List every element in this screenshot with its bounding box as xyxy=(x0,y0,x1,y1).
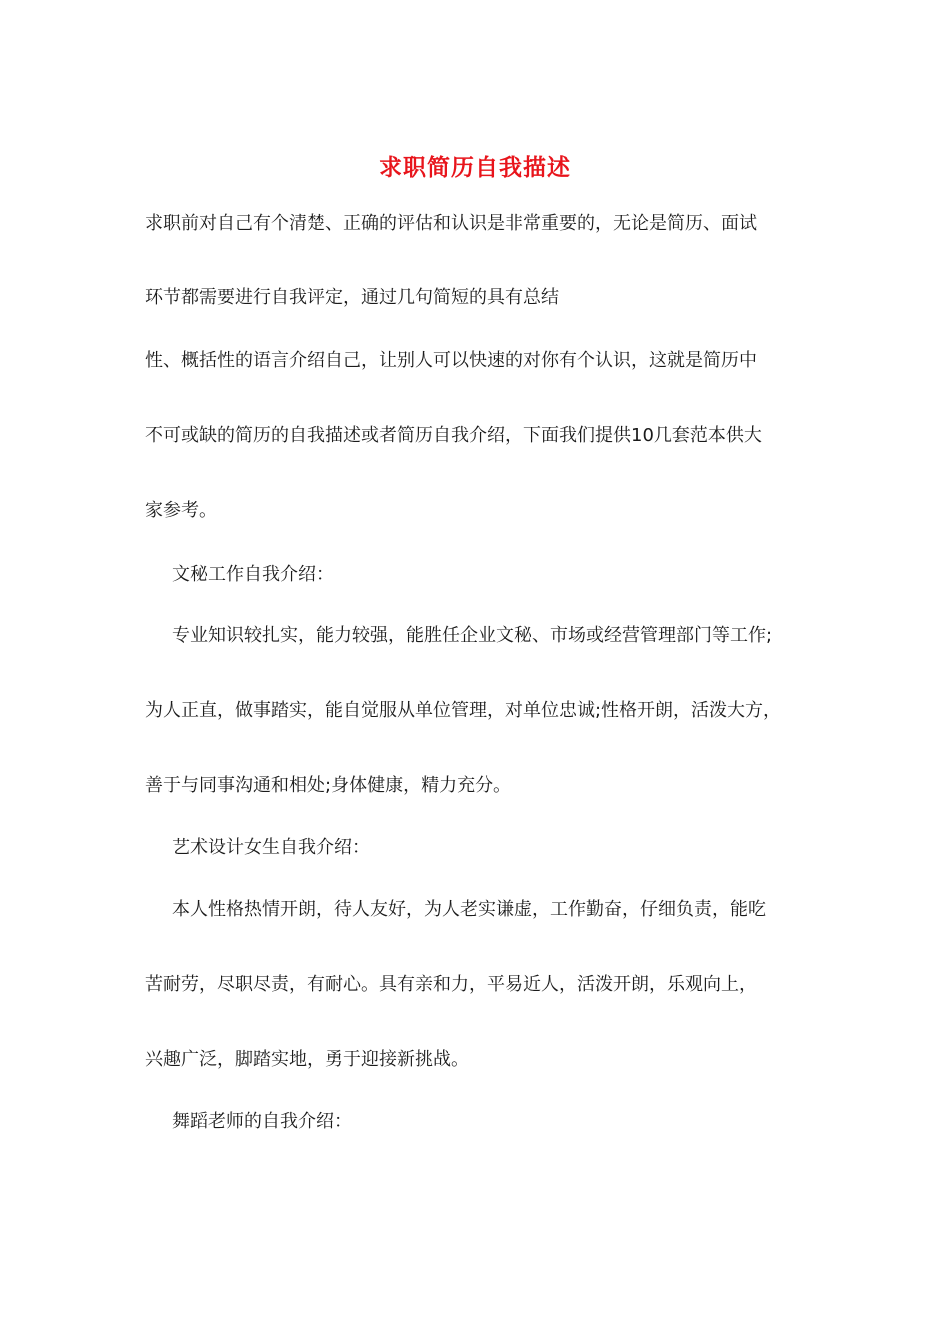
document-title: 求职简历自我描述 xyxy=(379,154,571,181)
paragraph-line: 家参考。 xyxy=(145,500,217,521)
section-heading: 艺术设计女生自我介绍： xyxy=(172,837,370,858)
paragraph-line: 专业知识较扎实，能力较强，能胜任企业文秘、市场或经营管理部门等工作; xyxy=(172,625,773,646)
paragraph-line: 兴趣广泛，脚踏实地，勇于迎接新挑战。 xyxy=(145,1049,469,1070)
section-heading: 舞蹈老师的自我介绍： xyxy=(172,1111,352,1132)
paragraph-line: 善于与同事沟通和相处;身体健康，精力充分。 xyxy=(145,775,512,796)
paragraph-line: 苦耐劳，尽职尽责，有耐心。具有亲和力，平易近人，活泼开朗，乐观向上， xyxy=(145,974,757,995)
paragraph-line: 不可或缺的简历的自我描述或者简历自我介绍，下面我们提供10几套范本供大 xyxy=(145,425,762,446)
paragraph-line: 本人性格热情开朗，待人友好，为人老实谦虚，工作勤奋，仔细负责，能吃 xyxy=(172,899,766,920)
paragraph-line: 性、概括性的语言介绍自己，让别人可以快速的对你有个认识，这就是简历中 xyxy=(145,350,757,371)
paragraph-line: 环节都需要进行自我评定，通过几句简短的具有总结 xyxy=(145,287,559,308)
paragraph-line: 求职前对自己有个清楚、正确的评估和认识是非常重要的，无论是简历、面试 xyxy=(145,213,757,234)
paragraph-line: 为人正直，做事踏实，能自觉服从单位管理，对单位忠诚;性格开朗，活泼大方， xyxy=(145,700,782,721)
section-heading: 文秘工作自我介绍： xyxy=(172,564,334,585)
